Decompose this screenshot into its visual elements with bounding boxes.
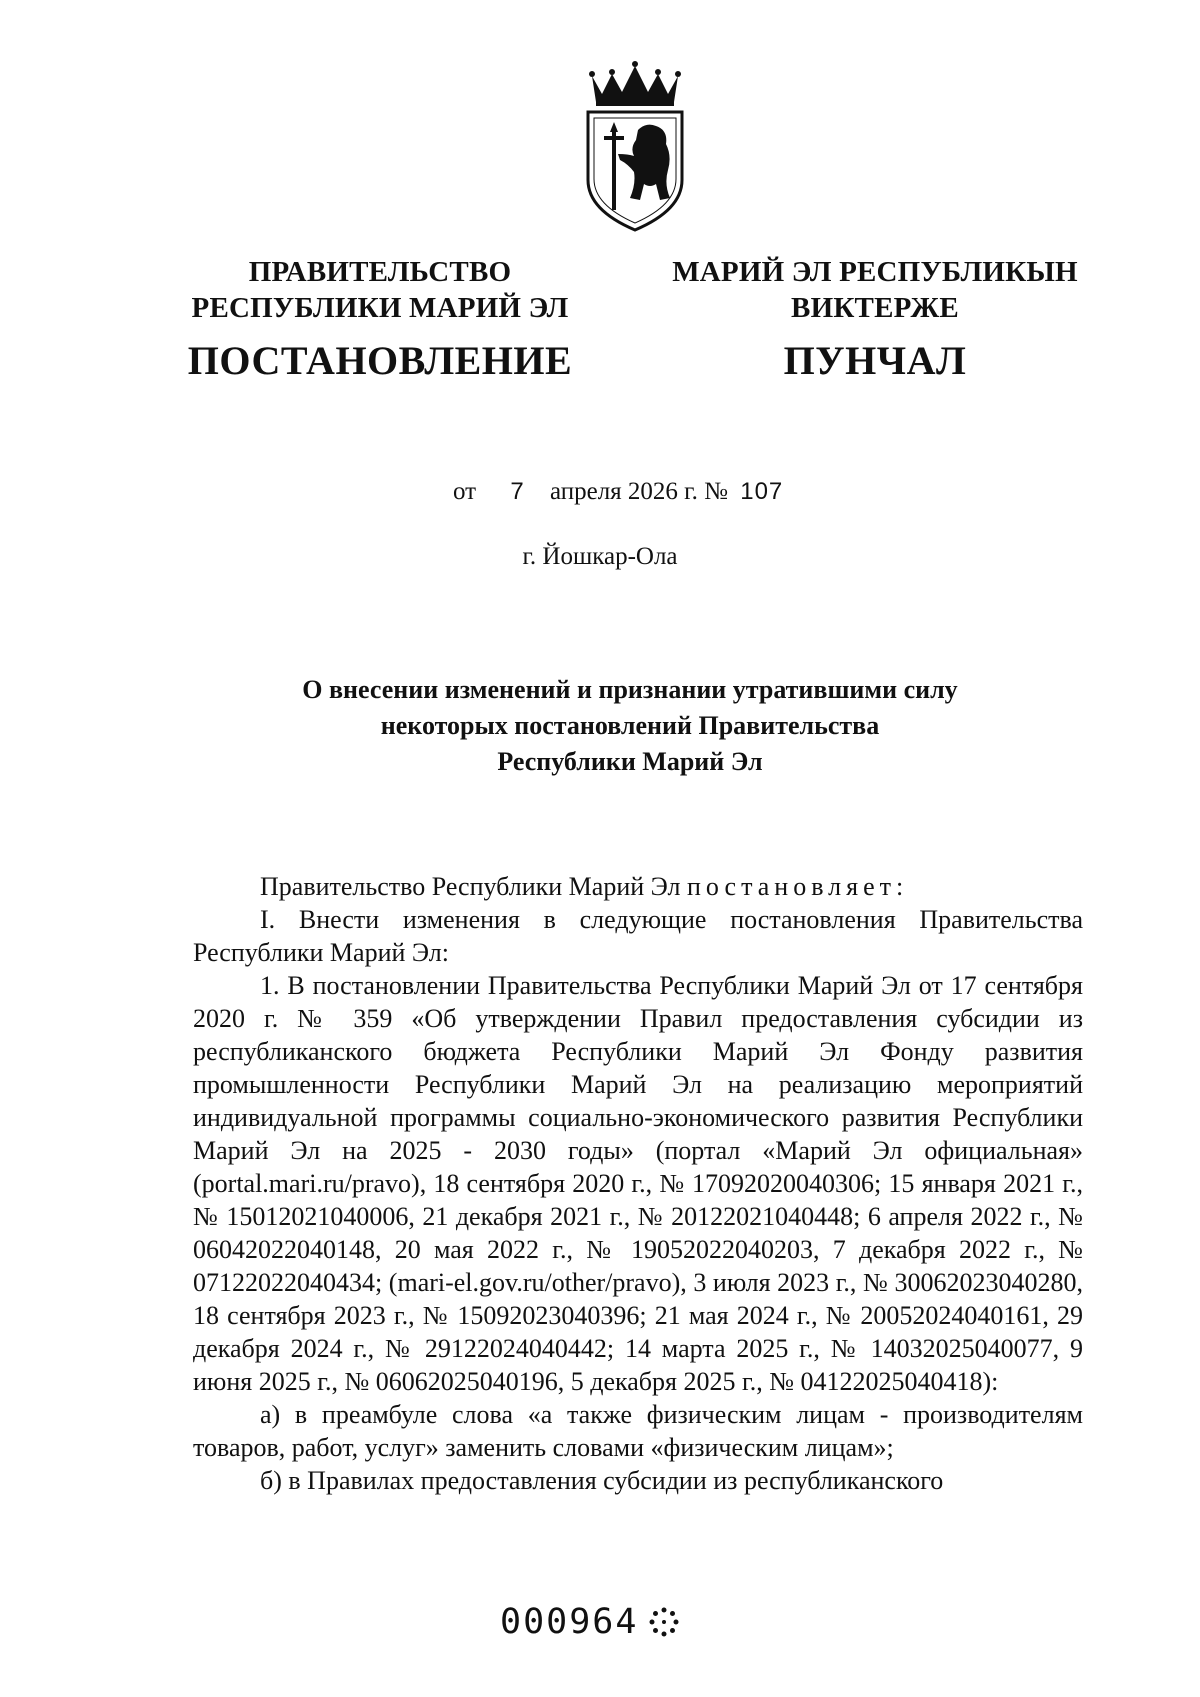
header-org-mari-line2: ВИКТЕРЖЕ [791,292,959,324]
document-number: 107 [740,478,784,505]
document-title [170,672,1090,780]
header-org-mari [650,254,1100,326]
doc-type-mari: ПУНЧАЛ [783,338,967,383]
date-line [453,478,783,506]
header-org-ru-line2: РЕСПУБЛИКИ МАРИЙ ЭЛ [191,292,569,324]
date-month-year: апреля 2026 г. № [549,478,728,505]
document-body [193,870,1083,1497]
decree-paragraph [193,870,1083,903]
document-title-line2: некоторых постановлений Правительства [380,711,880,740]
paragraph-point-1: I. Внести изменения в следующие постановления Правительства Республики Марий Эл: [193,905,1083,967]
page-number: 000964 [500,1602,639,1642]
crown-icon [589,61,681,106]
coat-of-arms-emblem [580,60,690,232]
header-org-ru-line1: ПРАВИТЕЛЬСТВО [248,256,512,288]
header-org-mari-line1: МАРИЙ ЭЛ РЕСПУБЛИКЫН [672,256,1078,288]
doc-type-ru: ПОСТАНОВЛЕНИЕ [187,338,573,383]
asterisk-mark-icon [648,1606,680,1638]
city: г. Йошкар-Ола [522,543,678,570]
document-title-line1: О внесении изменений и признании утратившими силу [302,675,958,704]
paragraph-subpoint-1: 1. В постановлении Правительства Республики Марий Эл от 17 сентября 2020 г. № 359 «Об утверждении Правил предоставления субсидии из республиканского бюджета Республики Марий Эл Фонду развития промышленности Республики Марий Эл на реализацию мероприятий индивидуальной программы социально-экономического развития Республики Марий Эл на 2025 - 2030 годы» (портал «Марий Эл официальная» (portal.mari.ru/pravo), 18 сентября 2020 г., № 17092020040306; 15 января 2021 г., № 15012021040006, 21 декабря 2021 г., № 20122021040448; 6 апреля 2022 г., № 06042022040148, 20 мая 2022 г., № 19052022040203, 7 декабря 2022 г., № 07122022040434; (mari-el.gov.ru/other/pravo), 3 июля 2023 г., № 30062023040280, 18 сентября 2023 г., № 15092023040396; 21 мая 2024 г., № 20052024040161, 29 декабря 2024 г., № 29122024040442; 14 марта 2025 г., № 14032025040077, 9 июня 2025 г., № 06062025040196, 5 декабря 2025 г., № 04122025040418): [193,971,1083,1396]
decree-prefix: Правительство Республики Марий Эл [260,872,681,901]
paragraph-item-a: а) в преамбуле слова «а также физическим лицам - производителям товаров, работ, услуг» заменить словами «физическим лицам»; [193,1400,1083,1462]
date-day: 7 [510,478,524,505]
document-title-line3: Республики Марий Эл [497,747,763,776]
paragraph-item-b: б) в Правилах предоставления субсидии из республиканского [260,1466,944,1495]
date-prefix: от [453,478,477,505]
decree-word: постановляет: [686,872,909,901]
header-org-ru [170,254,590,326]
